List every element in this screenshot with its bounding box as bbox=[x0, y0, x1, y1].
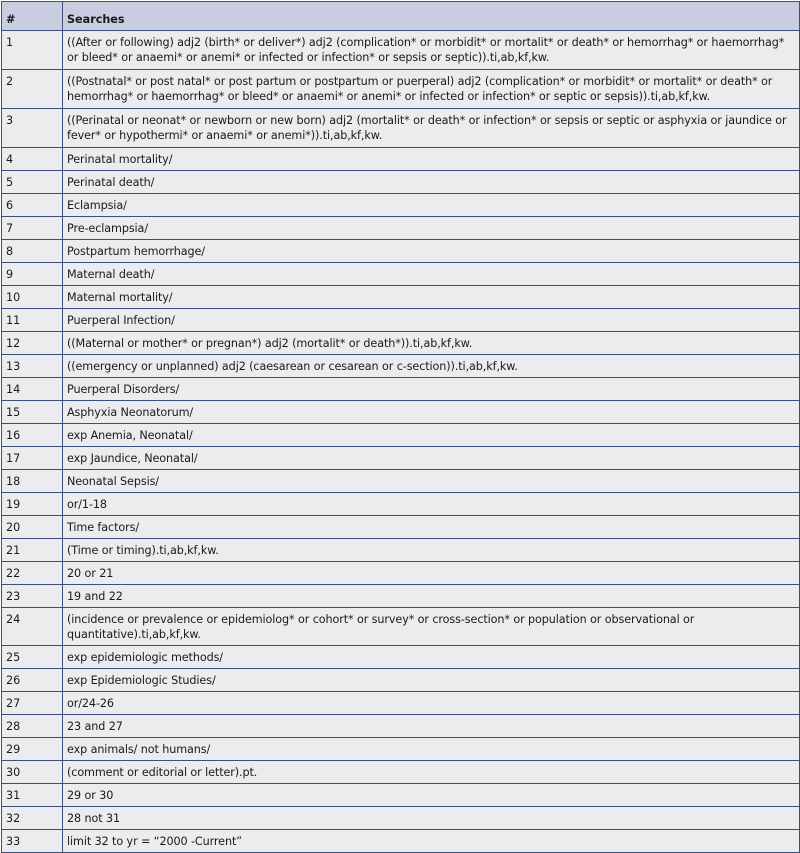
search-query: 29 or 30 bbox=[63, 784, 800, 807]
header-searches: Searches bbox=[63, 2, 800, 31]
table-row bbox=[2, 309, 800, 332]
row-number: 18 bbox=[2, 470, 63, 493]
row-number: 5 bbox=[2, 171, 63, 194]
table-row bbox=[2, 171, 800, 194]
search-query: Asphyxia Neonatorum/ bbox=[63, 401, 800, 424]
table-row bbox=[2, 148, 800, 171]
table-row bbox=[2, 447, 800, 470]
table-row bbox=[2, 424, 800, 447]
row-number: 30 bbox=[2, 761, 63, 784]
row-number: 7 bbox=[2, 217, 63, 240]
search-strategy-table bbox=[1, 1, 800, 853]
search-query: Perinatal mortality/ bbox=[63, 148, 800, 171]
table-row bbox=[2, 608, 800, 646]
search-query: exp Anemia, Neonatal/ bbox=[63, 424, 800, 447]
search-query: Time factors/ bbox=[63, 516, 800, 539]
table-row bbox=[2, 355, 800, 378]
search-query: (incidence or prevalence or epidemiolog* or cohort* or survey* or cross-section* or population or observational or quantitative).ti,ab,kf,kw. bbox=[63, 608, 800, 646]
table-row bbox=[2, 784, 800, 807]
table-row bbox=[2, 761, 800, 784]
table-row bbox=[2, 70, 800, 109]
table-row bbox=[2, 539, 800, 562]
row-number: 27 bbox=[2, 692, 63, 715]
search-query: or/24-26 bbox=[63, 692, 800, 715]
table-row bbox=[2, 263, 800, 286]
search-query: exp animals/ not humans/ bbox=[63, 738, 800, 761]
search-query: 20 or 21 bbox=[63, 562, 800, 585]
row-number: 3 bbox=[2, 109, 63, 148]
row-number: 10 bbox=[2, 286, 63, 309]
table-row bbox=[2, 194, 800, 217]
search-query: 28 not 31 bbox=[63, 807, 800, 830]
row-number: 6 bbox=[2, 194, 63, 217]
search-query: ((emergency or unplanned) adj2 (caesarean or cesarean or c-section)).ti,ab,kf,kw. bbox=[63, 355, 800, 378]
table-row bbox=[2, 807, 800, 830]
search-query: Puerperal Disorders/ bbox=[63, 378, 800, 401]
table-row bbox=[2, 217, 800, 240]
row-number: 2 bbox=[2, 70, 63, 109]
header-number: # bbox=[2, 2, 63, 31]
search-query: 23 and 27 bbox=[63, 715, 800, 738]
table-header-row bbox=[2, 2, 800, 31]
search-query: Puerperal Infection/ bbox=[63, 309, 800, 332]
row-number: 32 bbox=[2, 807, 63, 830]
search-query: Postpartum hemorrhage/ bbox=[63, 240, 800, 263]
search-query: ((Perinatal or neonat* or newborn or new born) adj2 (mortalit* or death* or infection* or sepsis or septic or asphyxia or jaundice or fever* or hypothermi* or anaemi* or anemi*)).ti,ab,kf,kw. bbox=[63, 109, 800, 148]
search-query: ((After or following) adj2 (birth* or deliver*) adj2 (complication* or morbidit* or mortalit* or death* or hemorrhag* or haemorrhag* or bleed* or anaemi* or anemi* or infected or infection* or sepsis or septic)).ti,ab,kf,kw. bbox=[63, 31, 800, 70]
row-number: 25 bbox=[2, 646, 63, 669]
search-query: or/1-18 bbox=[63, 493, 800, 516]
search-query: (Time or timing).ti,ab,kf,kw. bbox=[63, 539, 800, 562]
search-query: ((Postnatal* or post natal* or post partum or postpartum or puerperal) adj2 (complication* or morbidit* or mortalit* or death* or hemorrhag* or haemorrhag* or bleed* or anaemi* or anemi* or infected or infection* or septic or sepsis)).ti,ab,kf,kw. bbox=[63, 70, 800, 109]
row-number: 29 bbox=[2, 738, 63, 761]
row-number: 4 bbox=[2, 148, 63, 171]
row-number: 26 bbox=[2, 669, 63, 692]
search-query: Maternal mortality/ bbox=[63, 286, 800, 309]
row-number: 31 bbox=[2, 784, 63, 807]
search-query: (comment or editorial or letter).pt. bbox=[63, 761, 800, 784]
row-number: 1 bbox=[2, 31, 63, 70]
row-number: 19 bbox=[2, 493, 63, 516]
search-query: exp Jaundice, Neonatal/ bbox=[63, 447, 800, 470]
search-query: Eclampsia/ bbox=[63, 194, 800, 217]
row-number: 33 bbox=[2, 830, 63, 853]
search-query: exp epidemiologic methods/ bbox=[63, 646, 800, 669]
table-row bbox=[2, 738, 800, 761]
table-row bbox=[2, 585, 800, 608]
row-number: 21 bbox=[2, 539, 63, 562]
table-row bbox=[2, 646, 800, 669]
row-number: 22 bbox=[2, 562, 63, 585]
table-row bbox=[2, 109, 800, 148]
table-row bbox=[2, 470, 800, 493]
row-number: 17 bbox=[2, 447, 63, 470]
table-row bbox=[2, 240, 800, 263]
search-query: ((Maternal or mother* or pregnan*) adj2 (mortalit* or death*)).ti,ab,kf,kw. bbox=[63, 332, 800, 355]
table-row bbox=[2, 669, 800, 692]
table-row bbox=[2, 830, 800, 853]
table-row bbox=[2, 31, 800, 70]
table-row bbox=[2, 286, 800, 309]
table-row bbox=[2, 562, 800, 585]
row-number: 8 bbox=[2, 240, 63, 263]
table-row bbox=[2, 332, 800, 355]
table-row bbox=[2, 378, 800, 401]
table-row bbox=[2, 516, 800, 539]
table-row bbox=[2, 692, 800, 715]
row-number: 23 bbox=[2, 585, 63, 608]
search-query: Pre-eclampsia/ bbox=[63, 217, 800, 240]
search-query: Perinatal death/ bbox=[63, 171, 800, 194]
table-row bbox=[2, 493, 800, 516]
row-number: 20 bbox=[2, 516, 63, 539]
search-query: Neonatal Sepsis/ bbox=[63, 470, 800, 493]
row-number: 11 bbox=[2, 309, 63, 332]
table-row bbox=[2, 715, 800, 738]
row-number: 28 bbox=[2, 715, 63, 738]
row-number: 12 bbox=[2, 332, 63, 355]
row-number: 13 bbox=[2, 355, 63, 378]
search-query: exp Epidemiologic Studies/ bbox=[63, 669, 800, 692]
row-number: 15 bbox=[2, 401, 63, 424]
row-number: 14 bbox=[2, 378, 63, 401]
search-query: Maternal death/ bbox=[63, 263, 800, 286]
search-query: 19 and 22 bbox=[63, 585, 800, 608]
row-number: 9 bbox=[2, 263, 63, 286]
row-number: 24 bbox=[2, 608, 63, 646]
table-row bbox=[2, 401, 800, 424]
search-query: limit 32 to yr = “2000 -Current” bbox=[63, 830, 800, 853]
row-number: 16 bbox=[2, 424, 63, 447]
